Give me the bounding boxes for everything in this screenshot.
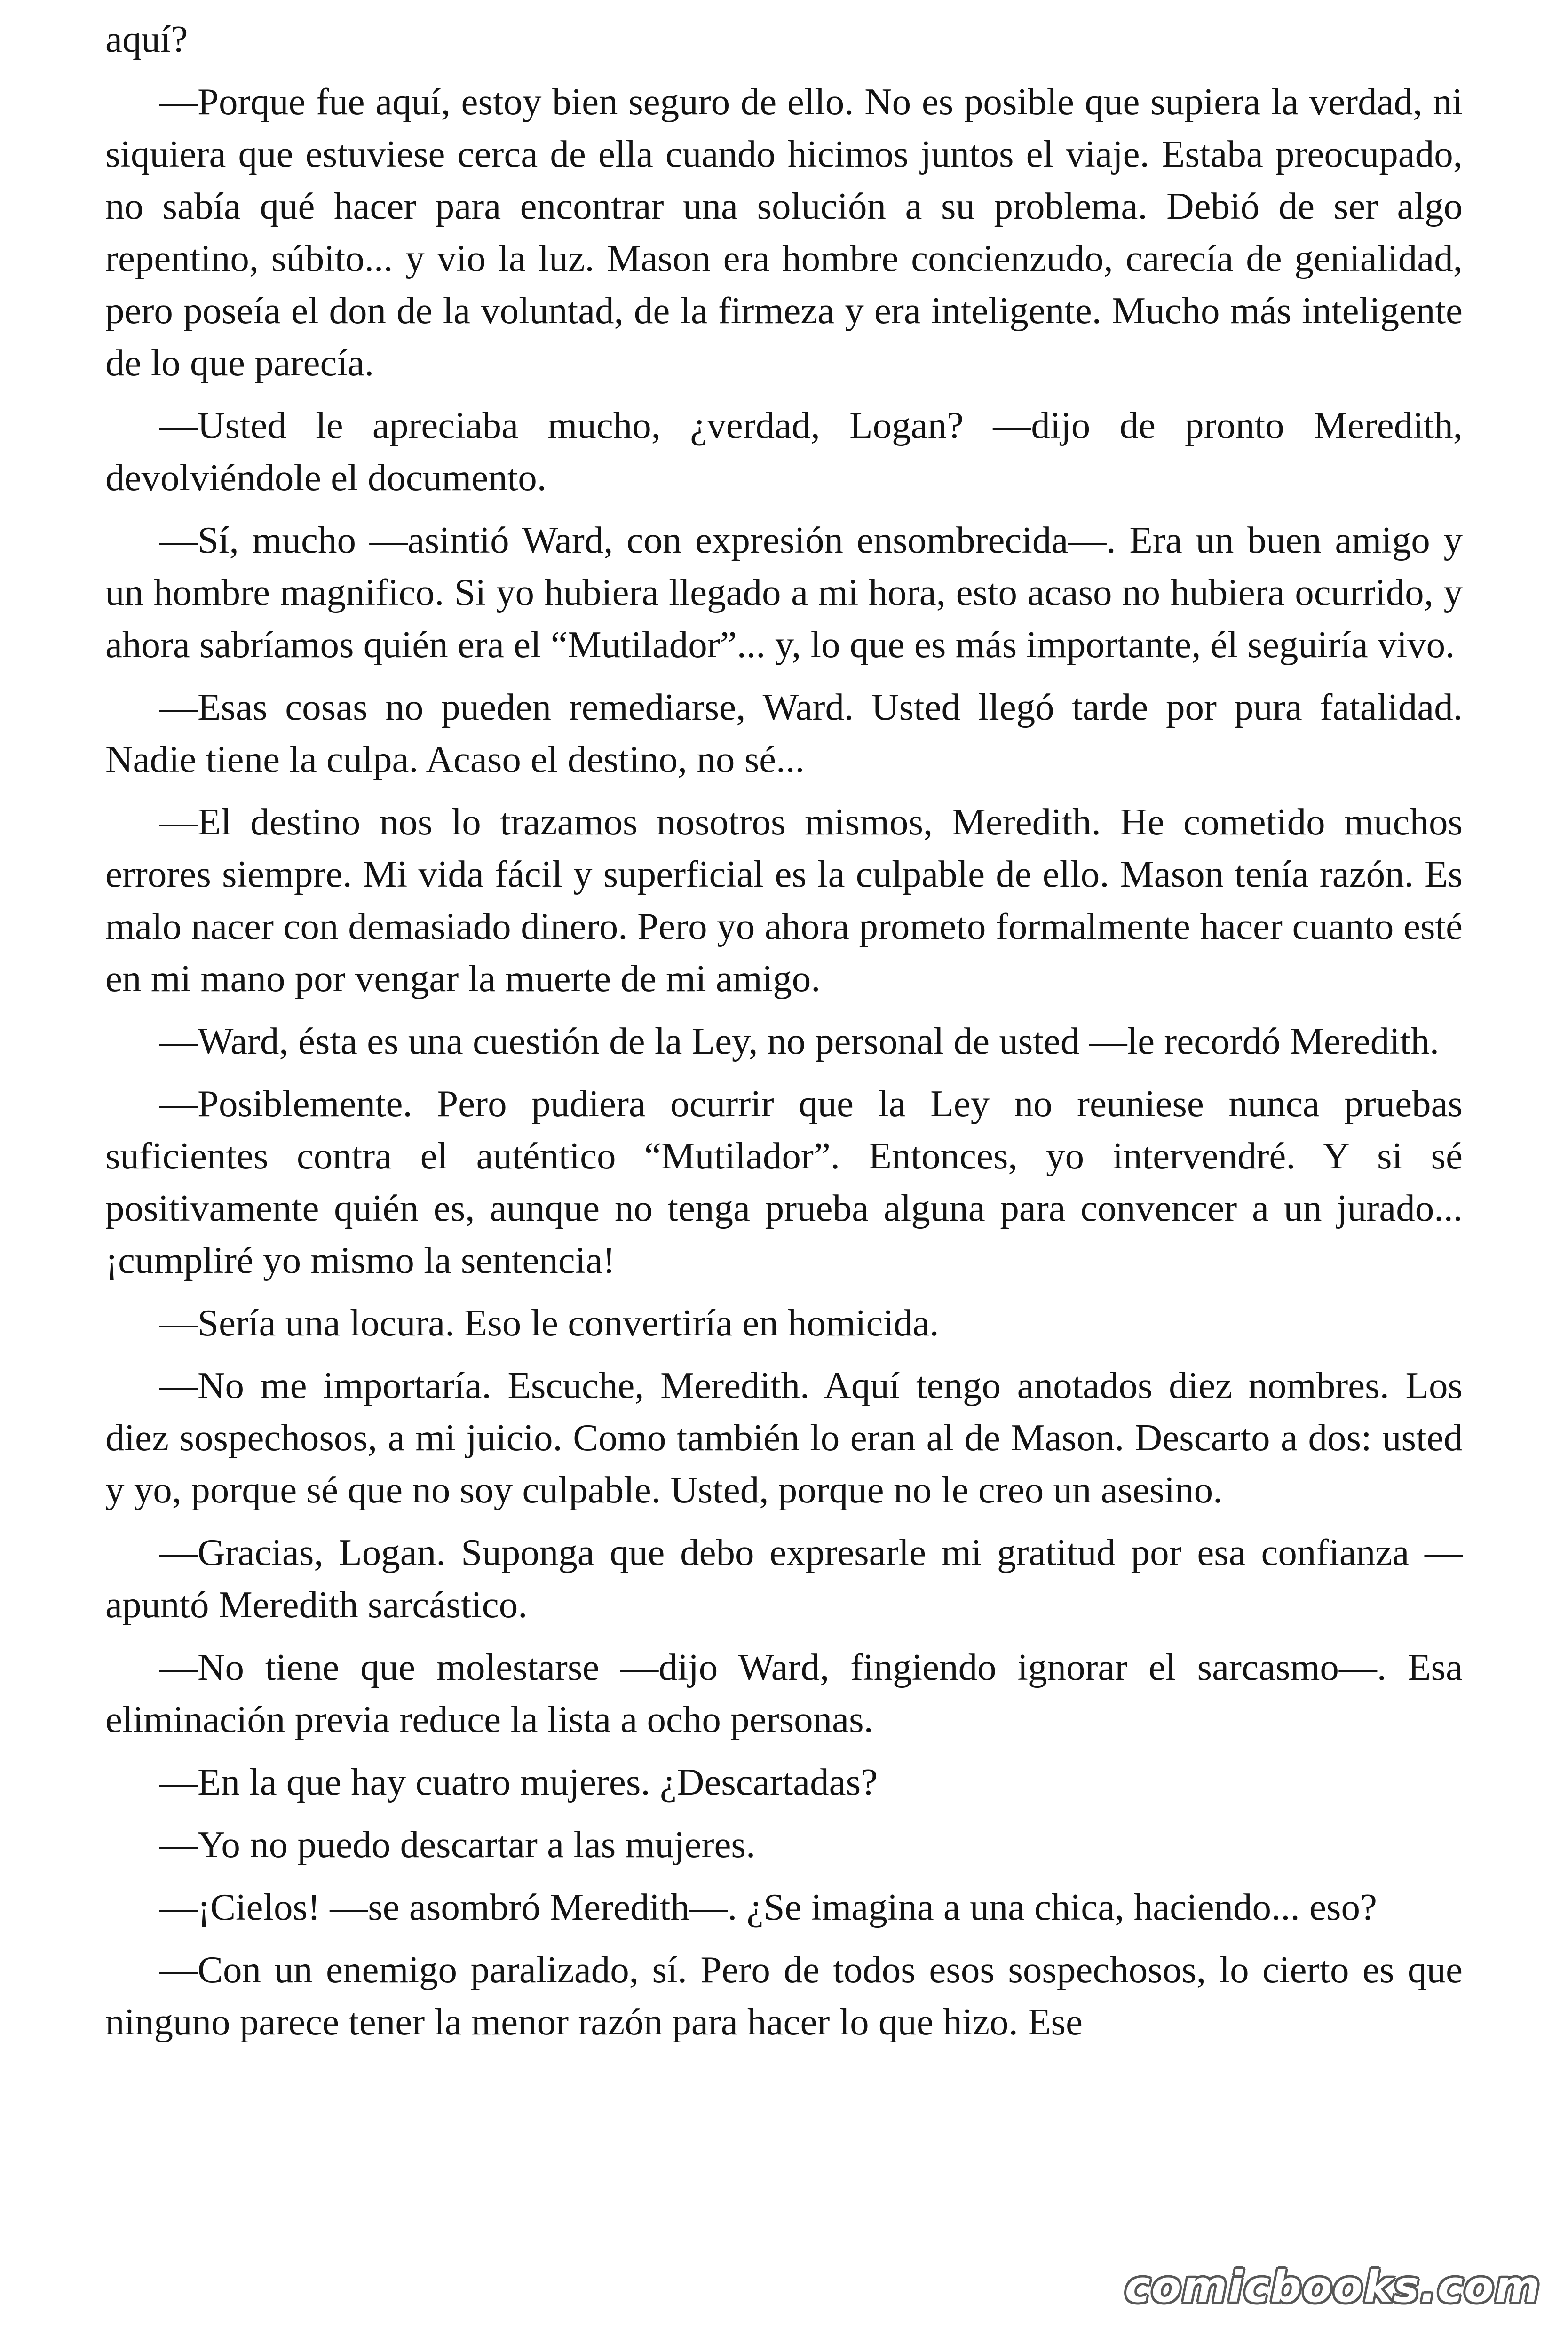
watermark-logo: comicbooks.com bbox=[1125, 2262, 1541, 2312]
paragraph: —En la que hay cuatro mujeres. ¿Descartadas? bbox=[159, 1761, 878, 1803]
book-page-text bbox=[105, 13, 1463, 2058]
paragraph: —Posiblemente. Pero pudiera ocurrir que la Ley no reuniese nunca pruebas suficientes contra el auténtico “Mutilador”. Entonces, yo intervendré. Y si sé positivamente quién es, aunque no tenga prueba alguna para convencer a un jurado... ¡cumpliré yo mismo la sentencia! bbox=[105, 1082, 1463, 1281]
paragraph: —No me importaría. Escuche, Meredith. Aquí tengo anotados diez nombres. Los diez sospechosos, a mi juicio. Como también lo eran al de Mason. Descarto a dos: usted y yo, porque sé que no soy culpable. Usted, porque no le creo un asesino. bbox=[105, 1364, 1463, 1511]
paragraph: —Esas cosas no pueden remediarse, Ward. Usted llegó tarde por pura fatalidad. Nadie tiene la culpa. Acaso el destino, no sé... bbox=[105, 686, 1463, 780]
paragraph: —Ward, ésta es una cuestión de la Ley, no personal de usted —le recordó Meredith. bbox=[159, 1020, 1440, 1062]
paragraph: —Sería una locura. Eso le convertiría en homicida. bbox=[159, 1302, 939, 1344]
paragraph: —No tiene que molestarse —dijo Ward, fingiendo ignorar el sarcasmo—. Esa eliminación previa reduce la lista a ocho personas. bbox=[105, 1646, 1463, 1740]
paragraph: —Gracias, Logan. Suponga que debo expresarle mi gratitud por esa confianza —apuntó Meredith sarcástico. bbox=[105, 1531, 1463, 1626]
paragraph: —Yo no puedo descartar a las mujeres. bbox=[159, 1823, 756, 1866]
paragraph: —Usted le apreciaba mucho, ¿verdad, Logan? —dijo de pronto Meredith, devolviéndole el documento. bbox=[105, 404, 1463, 499]
paragraph: —El destino nos lo trazamos nosotros mismos, Meredith. He cometido muchos errores siempre. Mi vida fácil y superficial es la culpable de ello. Mason tenía razón. Es malo nacer con demasiado dinero. Pero yo ahora prometo formalmente hacer cuanto esté en mi mano por vengar la muerte de mi amigo. bbox=[105, 801, 1463, 1000]
paragraph: —¡Cielos! —se asombró Meredith—. ¿Se imagina a una chica, haciendo... eso? bbox=[159, 1886, 1377, 1928]
paragraph: —Con un enemigo paralizado, sí. Pero de todos esos sospechosos, lo cierto es que ninguno parece tener la menor razón para hacer lo que hizo. Ese bbox=[105, 1948, 1463, 2043]
paragraph-continuation: aquí? bbox=[105, 18, 188, 60]
paragraph: —Porque fue aquí, estoy bien seguro de ello. No es posible que supiera la verdad, ni siquiera que estuviese cerca de ella cuando hicimos juntos el viaje. Estaba preocupado, no sabía qué hacer para encontrar una solución a su problema. Debió de ser algo repentino, súbito... y vio la luz. Mason era hombre concienzudo, carecía de genialidad, pero poseía el don de la voluntad, de la firmeza y era inteligente. Mucho más inteligente de lo que parecía. bbox=[105, 80, 1463, 384]
paragraph: —Sí, mucho —asintió Ward, con expresión ensombrecida—. Era un buen amigo y un hombre magnifico. Si yo hubiera llegado a mi hora, esto acaso no hubiera ocurrido, y ahora sabríamos quién era el “Mutilador”... y, lo que es más importante, él seguiría vivo. bbox=[105, 519, 1463, 666]
